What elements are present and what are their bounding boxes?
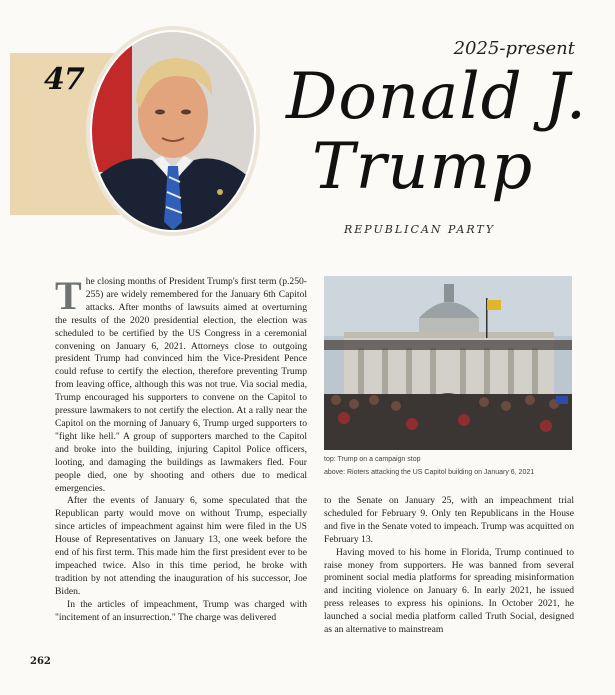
party-label: REPUBLICAN PARTY: [344, 223, 496, 236]
article-paragraph: In the articles of impeachment, Trump was charged with "incitement of an insurrection." The charge was delivered: [55, 598, 307, 623]
portrait-photo: [92, 32, 254, 230]
article-right-column: [324, 495, 574, 637]
article-paragraph: After the events of January 6, some speculated that the Republican party would move on without Trump, especially since articles of impeachment against him were filed in the US House of Representatives on January 13, one week before the end of his first term. This made him the first president ever to be impeached twice. Also in this time period, he broke with tradition by not attending the inauguration of his successor, Joe Biden.: [55, 495, 307, 597]
page-number: 262: [30, 656, 51, 667]
article-paragraph: he closing months of President Trump's first term (p.250-255) are widely remembered for the January 6th Capitol attacks. After months of lawsuits aimed at overturning the results of the 2020 presidential election, the election was scheduled to be certified by the US Congress in a ceremonial convening on January 6, 2021. Attorneys close to outgoing president Trump had convinced him the Vice-President Pence could refuse to certify the election, therefore preventing Trump from leaving office, although this was not true. Via social media, Trump encouraged his supporters to convene on the Capitol to pressure lawmakers to not certify the election. At a rally near the Capitol on the morning of January 6, Trump urged supporters to "fight like hell." A group of supporters marched to the Capitol and broke into the building, injuring Capitol Police officers, looting, and damaging the buildings as lawmakers fled. Four people died, one by shooting and others due to medical emergencies.: [55, 276, 307, 494]
capitol-riot-photo: [324, 276, 572, 450]
article-left-column: [55, 273, 307, 624]
photo-caption-top: top: Trump on a campaign stop: [324, 456, 421, 463]
president-name-last: Trump: [312, 130, 534, 204]
president-number: 47: [44, 62, 84, 97]
article-paragraph: to the Senate on January 25, with an impeachment trial scheduled for February 9. Only ten Republicans in the House and five in the Senate voted to impeach. Trump was acquitted on February 13.: [324, 495, 574, 545]
photo-caption-above: above: Rioters attacking the US Capitol building on January 6, 2021: [324, 469, 535, 476]
president-name-first: Donald J.: [286, 60, 588, 134]
article-paragraph: Having moved to his home in Florida, Trump continued to raise money from supporters. He was banned from several prominent social media platforms for spreading misinformation and inciting violence on January 6. In early 2021, he issued press releases to express his opinions. In October 2021, he launched a social media platform called Truth Social, designed as an alternative to mainstream: [324, 546, 574, 636]
term-years: 2025-present: [453, 38, 575, 59]
drop-cap: T: [55, 273, 82, 318]
